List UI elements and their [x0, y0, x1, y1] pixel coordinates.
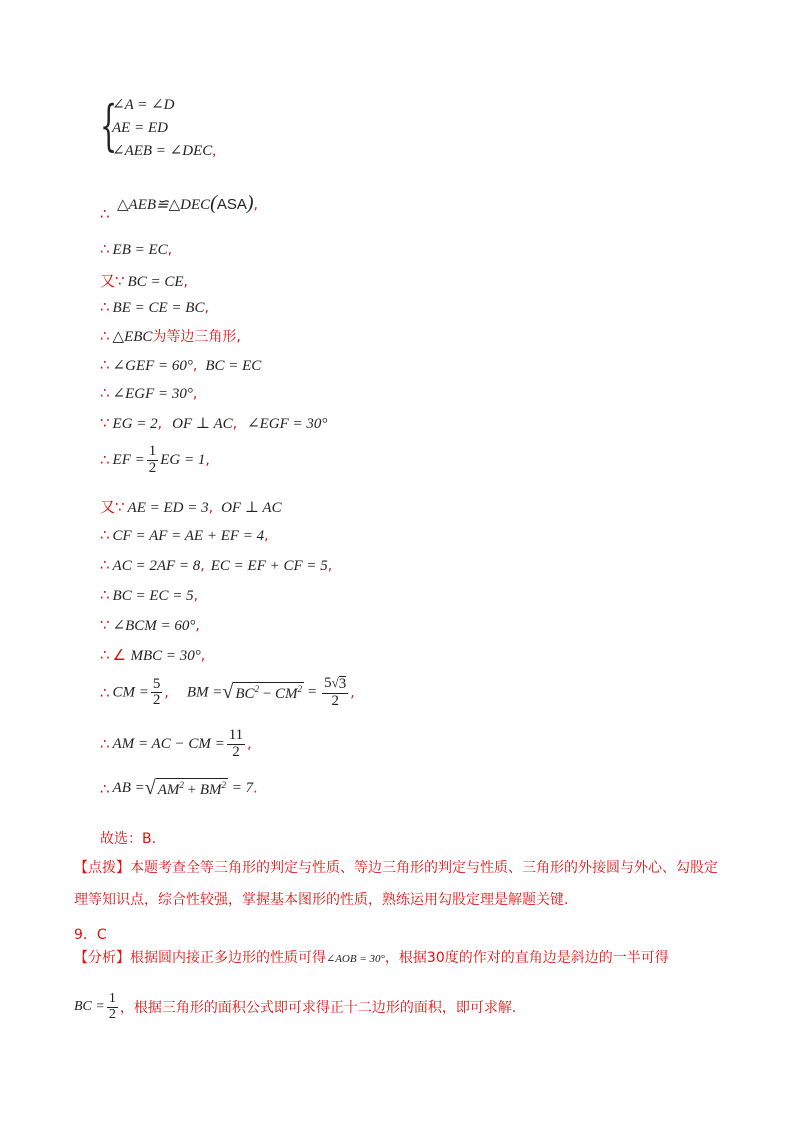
system-line-2: AE = ED — [112, 120, 168, 136]
math-bc-ec: BC = EC — [205, 358, 262, 374]
exponent: 2 — [179, 780, 184, 790]
therefore-symbol: ∴ — [100, 526, 110, 544]
tail: , — [192, 386, 198, 402]
math-bc-lhs: BC = — [74, 999, 105, 1015]
step-bc-5 — [100, 586, 198, 605]
angle-symbol: ∠ — [112, 646, 126, 664]
analysis-text-b: ，根据30度的作对的直角边是斜边的一半可得 — [384, 950, 669, 966]
fraction-one-half — [107, 992, 118, 1022]
because-symbol: ∵ — [100, 414, 110, 432]
tail: . — [253, 780, 258, 797]
tail: , — [195, 618, 200, 634]
step-eb-ec — [100, 240, 172, 259]
math-of-perp-ac: OF ⊥ AC — [172, 416, 233, 432]
radicand-b: BM — [199, 782, 222, 798]
numerator: 1 — [108, 991, 116, 1006]
tail: , — [247, 736, 252, 753]
minus: − — [259, 686, 276, 703]
sqrt-bc2-cm2 — [222, 682, 304, 703]
math-ef-lhs: EF = — [112, 451, 145, 468]
equilateral-text: 为等边三角形, — [152, 329, 241, 345]
tail: , — [183, 274, 188, 290]
math-congruence: △AEB≌△DEC — [117, 197, 211, 213]
math-egf: ∠EGF = 30° — [112, 386, 193, 402]
math-am-lhs: AM = AC − CM = — [112, 735, 225, 752]
denominator: 2 — [148, 459, 157, 476]
analysis-text-c: ，根据三角形的面积公式即可求得正十二边形的面积，即可求解. — [119, 1000, 517, 1017]
therefore-symbol: ∴ — [100, 779, 110, 798]
sep: , — [200, 558, 205, 574]
step-egf — [100, 384, 197, 403]
math-ae-ed: AE = ED = 3 — [127, 500, 209, 516]
analysis-text-a: 根据圆内接正多边形的性质可得 — [130, 950, 326, 966]
step-gef — [100, 356, 261, 375]
answer-line: 故选：B. — [100, 831, 157, 847]
math-bcm: ∠BCM = 60° — [112, 618, 196, 634]
step-ef — [100, 444, 210, 477]
radicand-a: BC — [235, 686, 255, 703]
math-ab-lhs: AB = — [112, 780, 145, 796]
tail: , — [204, 300, 209, 316]
fraction-5-root3-over-2 — [322, 676, 348, 710]
numerator: 5 — [152, 675, 161, 692]
math-eg: EG = 2 — [112, 416, 158, 432]
system-tail: , — [212, 143, 216, 159]
tail: , — [327, 558, 333, 574]
tail: , — [167, 242, 173, 258]
math-gef: ∠GEF = 60° — [112, 358, 193, 374]
left-brace-icon: { — [100, 94, 118, 157]
analysis-line-1 — [74, 946, 669, 971]
step-be-ce-bc — [100, 298, 209, 317]
step-am — [100, 728, 252, 761]
fraction-eleven-halves — [227, 728, 245, 761]
step-cf-af — [100, 526, 269, 545]
therefore-symbol: ∴ — [100, 683, 110, 702]
math-cf-af: CF = AF = AE + EF = 4 — [112, 528, 265, 544]
radical-icon: √ — [331, 675, 339, 690]
numerator-coef: 5 — [324, 675, 332, 691]
denominator: 2 — [108, 1006, 116, 1022]
therefore-symbol: ∴ — [100, 327, 110, 345]
therefore-symbol: ∴ — [100, 298, 110, 316]
math-aob: ∠AOB = 30° — [326, 953, 385, 965]
system-line-1: ∠A = ∠D — [112, 97, 175, 113]
because-symbol: ∵ — [100, 616, 110, 634]
equals: = — [307, 684, 318, 701]
sqrt-am2-bm2 — [145, 778, 228, 799]
step-equilateral — [100, 326, 241, 346]
math-bm-lhs: BM = — [186, 684, 223, 701]
fraction-one-half — [147, 444, 159, 477]
step-eg-of — [100, 414, 327, 433]
step-mbc — [100, 646, 205, 665]
therefore-symbol: ∴ — [100, 451, 110, 470]
therefore-symbol: ∴ — [100, 240, 110, 258]
tail: , — [264, 528, 269, 544]
radicand-a: AM — [157, 782, 180, 798]
paren-close: ) — [246, 192, 254, 214]
paren-open: ( — [210, 192, 217, 214]
step-congruence — [100, 192, 258, 223]
analysis-label: 【分析】 — [74, 950, 130, 966]
therefore-symbol: ∴ — [100, 646, 110, 664]
tail: , — [193, 588, 199, 604]
math-of-perp-ac: OF ⊥ AC — [221, 500, 282, 516]
tail: , — [350, 684, 355, 701]
fraction-five-halves — [151, 677, 163, 710]
system-line-3 — [112, 140, 216, 163]
tail: , — [200, 648, 206, 664]
radical-icon: √ — [222, 681, 234, 704]
exponent: 2 — [221, 780, 227, 790]
sep: , — [157, 416, 163, 432]
math-be-ce-bc: BE = CE = BC — [112, 300, 205, 316]
math-ec: EC = EF + CF = 5 — [210, 558, 328, 574]
math-egf: ∠EGF = 30° — [247, 416, 328, 432]
therefore-symbol: ∴ — [100, 205, 110, 223]
math-cm-lhs: CM = — [112, 684, 149, 701]
denominator: 2 — [331, 692, 339, 709]
step-bcm — [100, 616, 200, 635]
step-bc-ce — [100, 270, 188, 291]
math-mbc: MBC = 30° — [130, 648, 201, 664]
math-ab-rhs: = 7 — [228, 780, 254, 796]
numerator: 1 — [148, 443, 157, 459]
tail: , — [205, 452, 210, 469]
therefore-symbol: ∴ — [100, 384, 110, 402]
step-ac-ec — [100, 556, 332, 575]
therefore-symbol: ∴ — [100, 586, 110, 604]
denominator: 2 — [152, 692, 161, 709]
question-9-answer: 9．C — [74, 927, 107, 943]
denominator: 2 — [232, 743, 240, 760]
sep: , — [192, 358, 198, 374]
math-triangle-ebc: △EBC — [112, 329, 153, 345]
exponent: 2 — [254, 684, 260, 695]
tail: , — [253, 197, 258, 213]
point-text: 本题考查全等三角形的判定与性质、等边三角形的判定与性质、三角形的外接圆与外心、勾股定理等知识点，综合性较强，掌握基本图形的性质，熟练运用勾股定理是解题关键. — [74, 860, 718, 908]
system-line-3-math: ∠AEB = ∠DEC — [112, 143, 213, 159]
radical-icon: √ — [144, 777, 156, 799]
math-bc-ec-5: BC = EC = 5 — [112, 588, 194, 604]
sep: , — [208, 500, 214, 516]
point-paragraph — [74, 852, 726, 916]
also-because-symbol: 又∵ — [100, 272, 125, 290]
therefore-symbol: ∴ — [100, 735, 110, 754]
therefore-symbol: ∴ — [100, 356, 110, 374]
numerator: 11 — [228, 727, 244, 743]
math-bc-ce: BC = CE — [127, 274, 184, 290]
math-ac: AC = 2AF = 8 — [112, 558, 201, 574]
exponent: 2 — [297, 684, 303, 695]
radicand-b: CM — [275, 686, 298, 703]
step-cm-bm — [100, 676, 355, 710]
numerator-radicand: 3 — [338, 676, 347, 692]
step-ae-ed — [100, 496, 282, 517]
asa-label: ASA — [216, 196, 247, 213]
plus: + — [183, 782, 200, 798]
sep: , — [164, 684, 169, 701]
step-ab — [100, 778, 258, 799]
math-ef-rhs: EG = 1 — [160, 451, 206, 468]
therefore-symbol: ∴ — [100, 556, 110, 574]
analysis-line-2 — [74, 992, 516, 1022]
math-eb-ec: EB = EC — [112, 242, 168, 258]
point-label: 【点拨】 — [74, 860, 130, 876]
also-because-symbol: 又∵ — [100, 498, 125, 516]
sep: , — [232, 416, 238, 432]
